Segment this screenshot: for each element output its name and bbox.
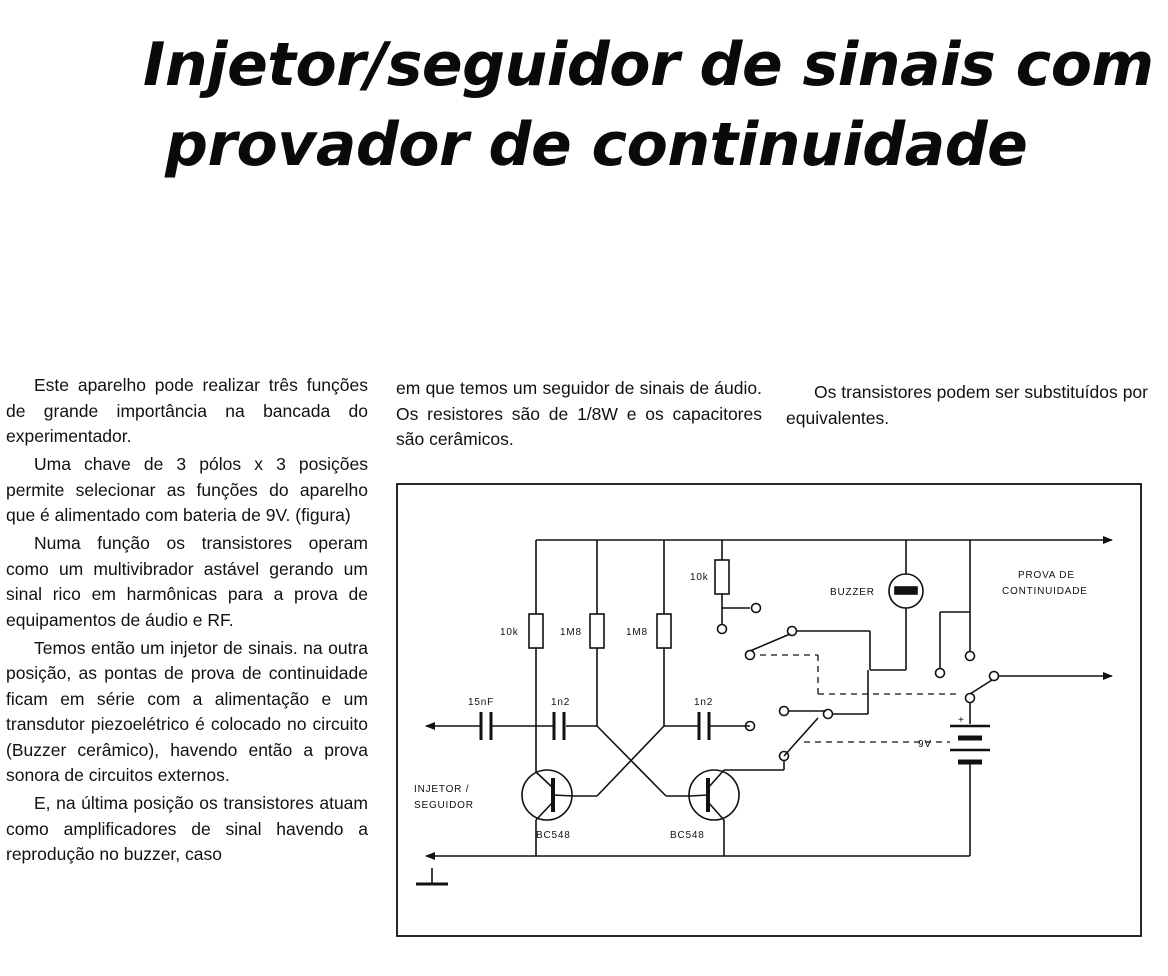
title-line-1: Injetor/seguidor de sinais com (143, 30, 1154, 100)
label-injetor: INJETOR / (414, 784, 470, 795)
capacitor-c1 (481, 712, 491, 740)
label-prova-2: CONTINUIDADE (1002, 586, 1088, 597)
paragraph-4: Temos então um injetor de sinais. na outra posição, as pontas de prova de continuidade ficam em série com a alimentação e um transdutor piezoelétrico é colocado no circuito (Buzzer cerâmico), havendo então a prova sonora de circuitos externos. (6, 637, 368, 786)
transistor-q1 (522, 770, 574, 820)
label-r3: 1M8 (626, 627, 648, 638)
label-plus: + (958, 715, 965, 726)
switch-contact (752, 604, 761, 613)
figure-frame (397, 484, 1141, 936)
switch-section-1 (746, 627, 871, 671)
resistor-r2 (590, 614, 604, 648)
paragraph-3: Numa função os transistores operam como um multivibrador astável gerando um sinal rico em harmônicas para a prova de equipamentos de áudio e RF. (6, 533, 368, 630)
paragraph-substitution: Os transistores podem ser substituídos por equivalentes. (786, 382, 1148, 428)
label-q1: BC548 (536, 830, 571, 841)
ground-wire (426, 776, 970, 856)
label-buzzer: BUZZER (830, 587, 875, 598)
q2-collector-wire (724, 760, 784, 770)
switch-linkage-dashed (760, 655, 958, 742)
resistor-r4 (715, 560, 729, 594)
label-r2: 1M8 (560, 627, 582, 638)
paragraph-2: Uma chave de 3 pólos x 3 posições permite selecionar as funções do aparelho que é alimentado com bateria de 9V. (figura) (6, 454, 368, 526)
battery (950, 726, 990, 776)
label-prova-1: PROVA DE (1018, 570, 1075, 581)
r4-branch-wire (722, 594, 750, 624)
resistor-r3 (657, 614, 671, 648)
label-c3: 1n2 (694, 697, 714, 708)
ground-symbol (416, 868, 448, 884)
title-line-2: provador de continuidade (165, 110, 1028, 180)
label-seguidor: SEGUIDOR (414, 800, 474, 811)
switch-section-2 (780, 670, 869, 761)
label-r1: 10k (500, 627, 519, 638)
cross-coupling-wires (574, 726, 690, 796)
paragraph-continued: em que temos um seguidor de sinais de áudio. Os resistores são de 1/8W e os capacitores são cerâmicos. (396, 378, 762, 449)
resistor-bottom-wires (536, 648, 664, 772)
capacitor-c2 (554, 712, 564, 740)
label-c2: 1n2 (551, 697, 571, 708)
transistor-q2 (689, 770, 739, 820)
label-r4: 10k (690, 572, 709, 583)
capacitor-c3 (699, 712, 709, 740)
buzzer (870, 574, 923, 670)
paragraph-1: Este aparelho pode realizar três funções de grande importância na bancada do experimentador. (6, 375, 368, 446)
resistor-r1 (529, 614, 543, 648)
paragraph-5: E, na última posição os transistores atuam como amplificadores de sinal havendo a reprodução no buzzer, caso (6, 793, 368, 865)
label-q2: BC548 (670, 830, 705, 841)
label-c1: 15nF (468, 697, 494, 708)
switch-contact (718, 625, 727, 634)
switch-section-3 (936, 612, 1113, 724)
label-battery: 9V (918, 739, 932, 750)
